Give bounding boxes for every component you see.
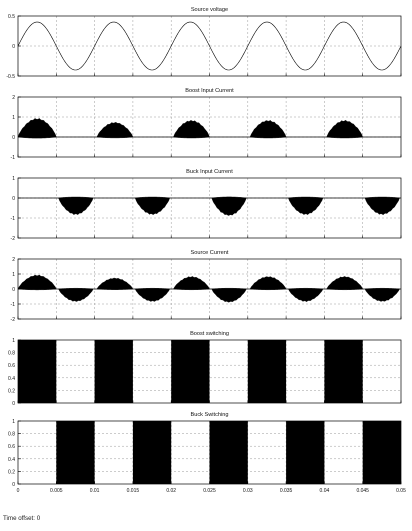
switching-on-pulse <box>324 340 362 403</box>
scope-panel-6 <box>8 412 406 494</box>
current-pulse <box>327 120 363 138</box>
current-pulse <box>97 122 133 138</box>
y-tick-label: 0.5 <box>8 14 15 20</box>
y-tick-label: -1 <box>10 302 15 308</box>
time-offset-label: Time offset: 0 <box>3 515 41 522</box>
switching-on-pulse <box>210 421 248 484</box>
y-tick-label: 0 <box>12 44 15 50</box>
x-tick-label: 0.015 <box>126 488 140 494</box>
scope-panel-5 <box>8 331 401 407</box>
scope-panel-4 <box>11 250 401 323</box>
current-pulse <box>174 276 210 289</box>
y-tick-label: 0.4 <box>8 375 15 382</box>
current-pulse <box>327 276 363 289</box>
x-tick-label: 0.035 <box>279 488 293 494</box>
panel-title: Boost Input Current <box>185 88 234 94</box>
y-tick-label: 0.8 <box>8 350 15 357</box>
x-tick-label: 0.045 <box>356 488 369 494</box>
switching-on-pulse <box>363 421 401 484</box>
switching-on-pulse <box>18 340 56 403</box>
current-pulse <box>59 288 94 301</box>
switching-on-pulse <box>95 340 133 403</box>
y-tick-label: 0.4 <box>8 456 15 463</box>
y-tick-label: 0.2 <box>8 469 15 476</box>
y-tick-label: 1 <box>12 176 15 182</box>
current-pulse <box>212 288 247 302</box>
panel-title: Buck Input Current <box>186 169 233 175</box>
current-pulse <box>59 197 94 215</box>
x-tick-label: 0.025 <box>203 488 216 494</box>
x-tick-label: 0.05 <box>396 488 406 494</box>
current-pulse <box>288 197 323 215</box>
x-tick-label: 0 <box>16 488 20 494</box>
y-tick-label: -1 <box>10 216 15 222</box>
current-pulse <box>365 197 400 215</box>
y-tick-label: 1 <box>12 115 15 121</box>
current-pulse <box>18 275 56 290</box>
y-tick-label: 0.2 <box>8 388 15 395</box>
y-tick-label: 0.6 <box>8 363 15 370</box>
switching-on-pulse <box>56 421 94 484</box>
y-tick-label: 2 <box>12 257 15 263</box>
current-pulse <box>250 120 286 138</box>
y-tick-label: 0 <box>12 482 15 488</box>
y-tick-label: 0.6 <box>8 444 15 451</box>
current-pulse <box>250 277 286 290</box>
y-tick-label: -2 <box>10 236 15 242</box>
y-tick-label: -0.5 <box>6 74 15 80</box>
x-tick-label: 0.04 <box>319 488 330 494</box>
y-tick-label: 0 <box>12 196 15 202</box>
x-tick-label: 0.005 <box>50 488 63 494</box>
x-tick-label: 0.02 <box>166 488 177 494</box>
panel-title: Source voltage <box>190 7 229 13</box>
y-tick-label: 0 <box>12 135 15 141</box>
panel-title: Boost switching <box>190 331 229 337</box>
switching-on-pulse <box>133 421 171 484</box>
scope-panel-3 <box>11 169 401 242</box>
y-tick-label: 1 <box>12 272 15 278</box>
current-pulse <box>97 278 133 290</box>
panel-title: Source Current <box>190 250 229 256</box>
current-pulse <box>288 288 323 302</box>
panel-title: Buck Switching <box>190 412 229 418</box>
switching-on-pulse <box>171 340 209 403</box>
switching-on-pulse <box>248 340 286 403</box>
y-tick-label: 1 <box>12 338 15 344</box>
y-tick-label: 2 <box>12 95 15 101</box>
scope-panel-1 <box>6 7 401 80</box>
current-pulse <box>174 121 210 139</box>
switching-on-pulse <box>286 421 324 484</box>
current-pulse <box>135 288 170 301</box>
y-tick-label: 1 <box>12 419 15 425</box>
current-pulse <box>135 197 170 215</box>
x-tick-label: 0.03 <box>242 488 253 494</box>
scope-panel-2 <box>11 88 401 161</box>
current-pulse <box>18 118 56 138</box>
y-tick-label: 0 <box>12 287 15 293</box>
y-tick-label: -2 <box>10 317 15 323</box>
y-tick-label: 0.8 <box>8 431 15 438</box>
y-tick-label: 0 <box>12 401 15 407</box>
current-pulse <box>365 288 400 301</box>
y-tick-label: -1 <box>10 155 15 161</box>
current-pulse <box>212 197 247 216</box>
x-tick-label: 0.01 <box>89 488 100 494</box>
